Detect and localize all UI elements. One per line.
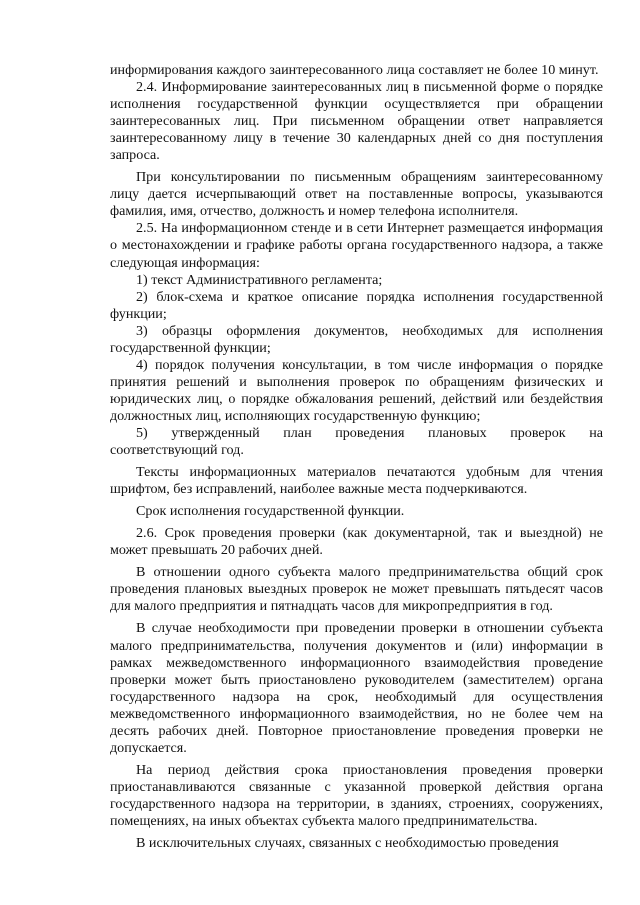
- paragraph-suspension: В случае необходимости при проведении проверки в отношении субъекта малого предпринимательства, получения документов и (или) информации в рамках межведомственного информационного взаимодействия проведение проверки может быть приостановлено руководителем (заместителем) органа государственного надзора на срок, необходимый для осуществления межведомственного информационного взаимодействия, но не более чем на десять рабочих дней. Повторное приостановление проведения проверки не допускается.: [110, 620, 603, 756]
- list-item-5-continuation: соответствующий год.: [110, 442, 244, 459]
- paragraph-exceptional: В исключительных случаях, связанных с необходимостью проведения: [136, 835, 559, 852]
- section-heading-term: Срок исполнения государственной функции.: [136, 503, 405, 520]
- paragraph-suspension-period: На период действия срока приостановления проведения проверки приостанавливаются связанные с указанной проверкой действия органа государственного надзора на территории, в зданиях, строениях, сооружениях, помещениях, на иных объектах субъекта малого предпринимательства.: [110, 761, 603, 829]
- list-item-4: 4) порядок получения консультации, в том числе информация о порядке принятия решений и выполнения проверок по обращениям физических и юридических лиц, о порядке обжалования решений, действий или бездействия должностных лиц, исполняющих государственную функцию;: [110, 356, 603, 424]
- list-item-2: 2) блок-схема и краткое описание порядка исполнения государственной функции;: [110, 288, 603, 322]
- list-item-3: 3) образцы оформления документов, необходимых для исполнения государственной функции;: [110, 322, 603, 356]
- paragraph-consulting: При консультировании по письменным обращениям заинтересованному лицу дается исчерпывающий ответ на поставленные вопросы, указываются фамилия, имя, отчество, должность и номер телефона исполнителя.: [110, 169, 603, 220]
- paragraph-texts: Тексты информационных материалов печатаются удобным для чтения шрифтом, без исправлений, наиболее важные места подчеркиваются.: [110, 464, 603, 498]
- list-item-5: 5) утвержденный план проведения плановых проверок на: [136, 424, 603, 441]
- list-item-1: 1) текст Административного регламента;: [136, 271, 383, 288]
- paragraph-2-6: 2.6. Срок проведения проверки (как документарной, так и выездной) не может превышать 20 рабочих дней.: [110, 525, 603, 559]
- paragraph-continuation: информирования каждого заинтересованного лица составляет не более 10 минут.: [110, 62, 599, 78]
- document-body: [110, 62, 603, 852]
- paragraph-2-5: 2.5. На информационном стенде и в сети Интернет размещается информация о местонахождении и графике работы органа государственного надзора, а также следующая информация:: [110, 220, 603, 271]
- paragraph-small-business: В отношении одного субъекта малого предпринимательства общий срок проведения плановых выездных проверок не может превышать пятьдесят часов для малого предприятия и пятнадцать часов для микропредприятия в год.: [110, 564, 603, 615]
- paragraph-2-4: 2.4. Информирование заинтересованных лиц в письменной форме о порядке исполнения государственной функции осуществляется при обращении заинтересованных лиц. При письменном обращении ответ направляется заинтересованному лицу в течение 30 календарных дней со дня поступления запроса.: [110, 79, 603, 164]
